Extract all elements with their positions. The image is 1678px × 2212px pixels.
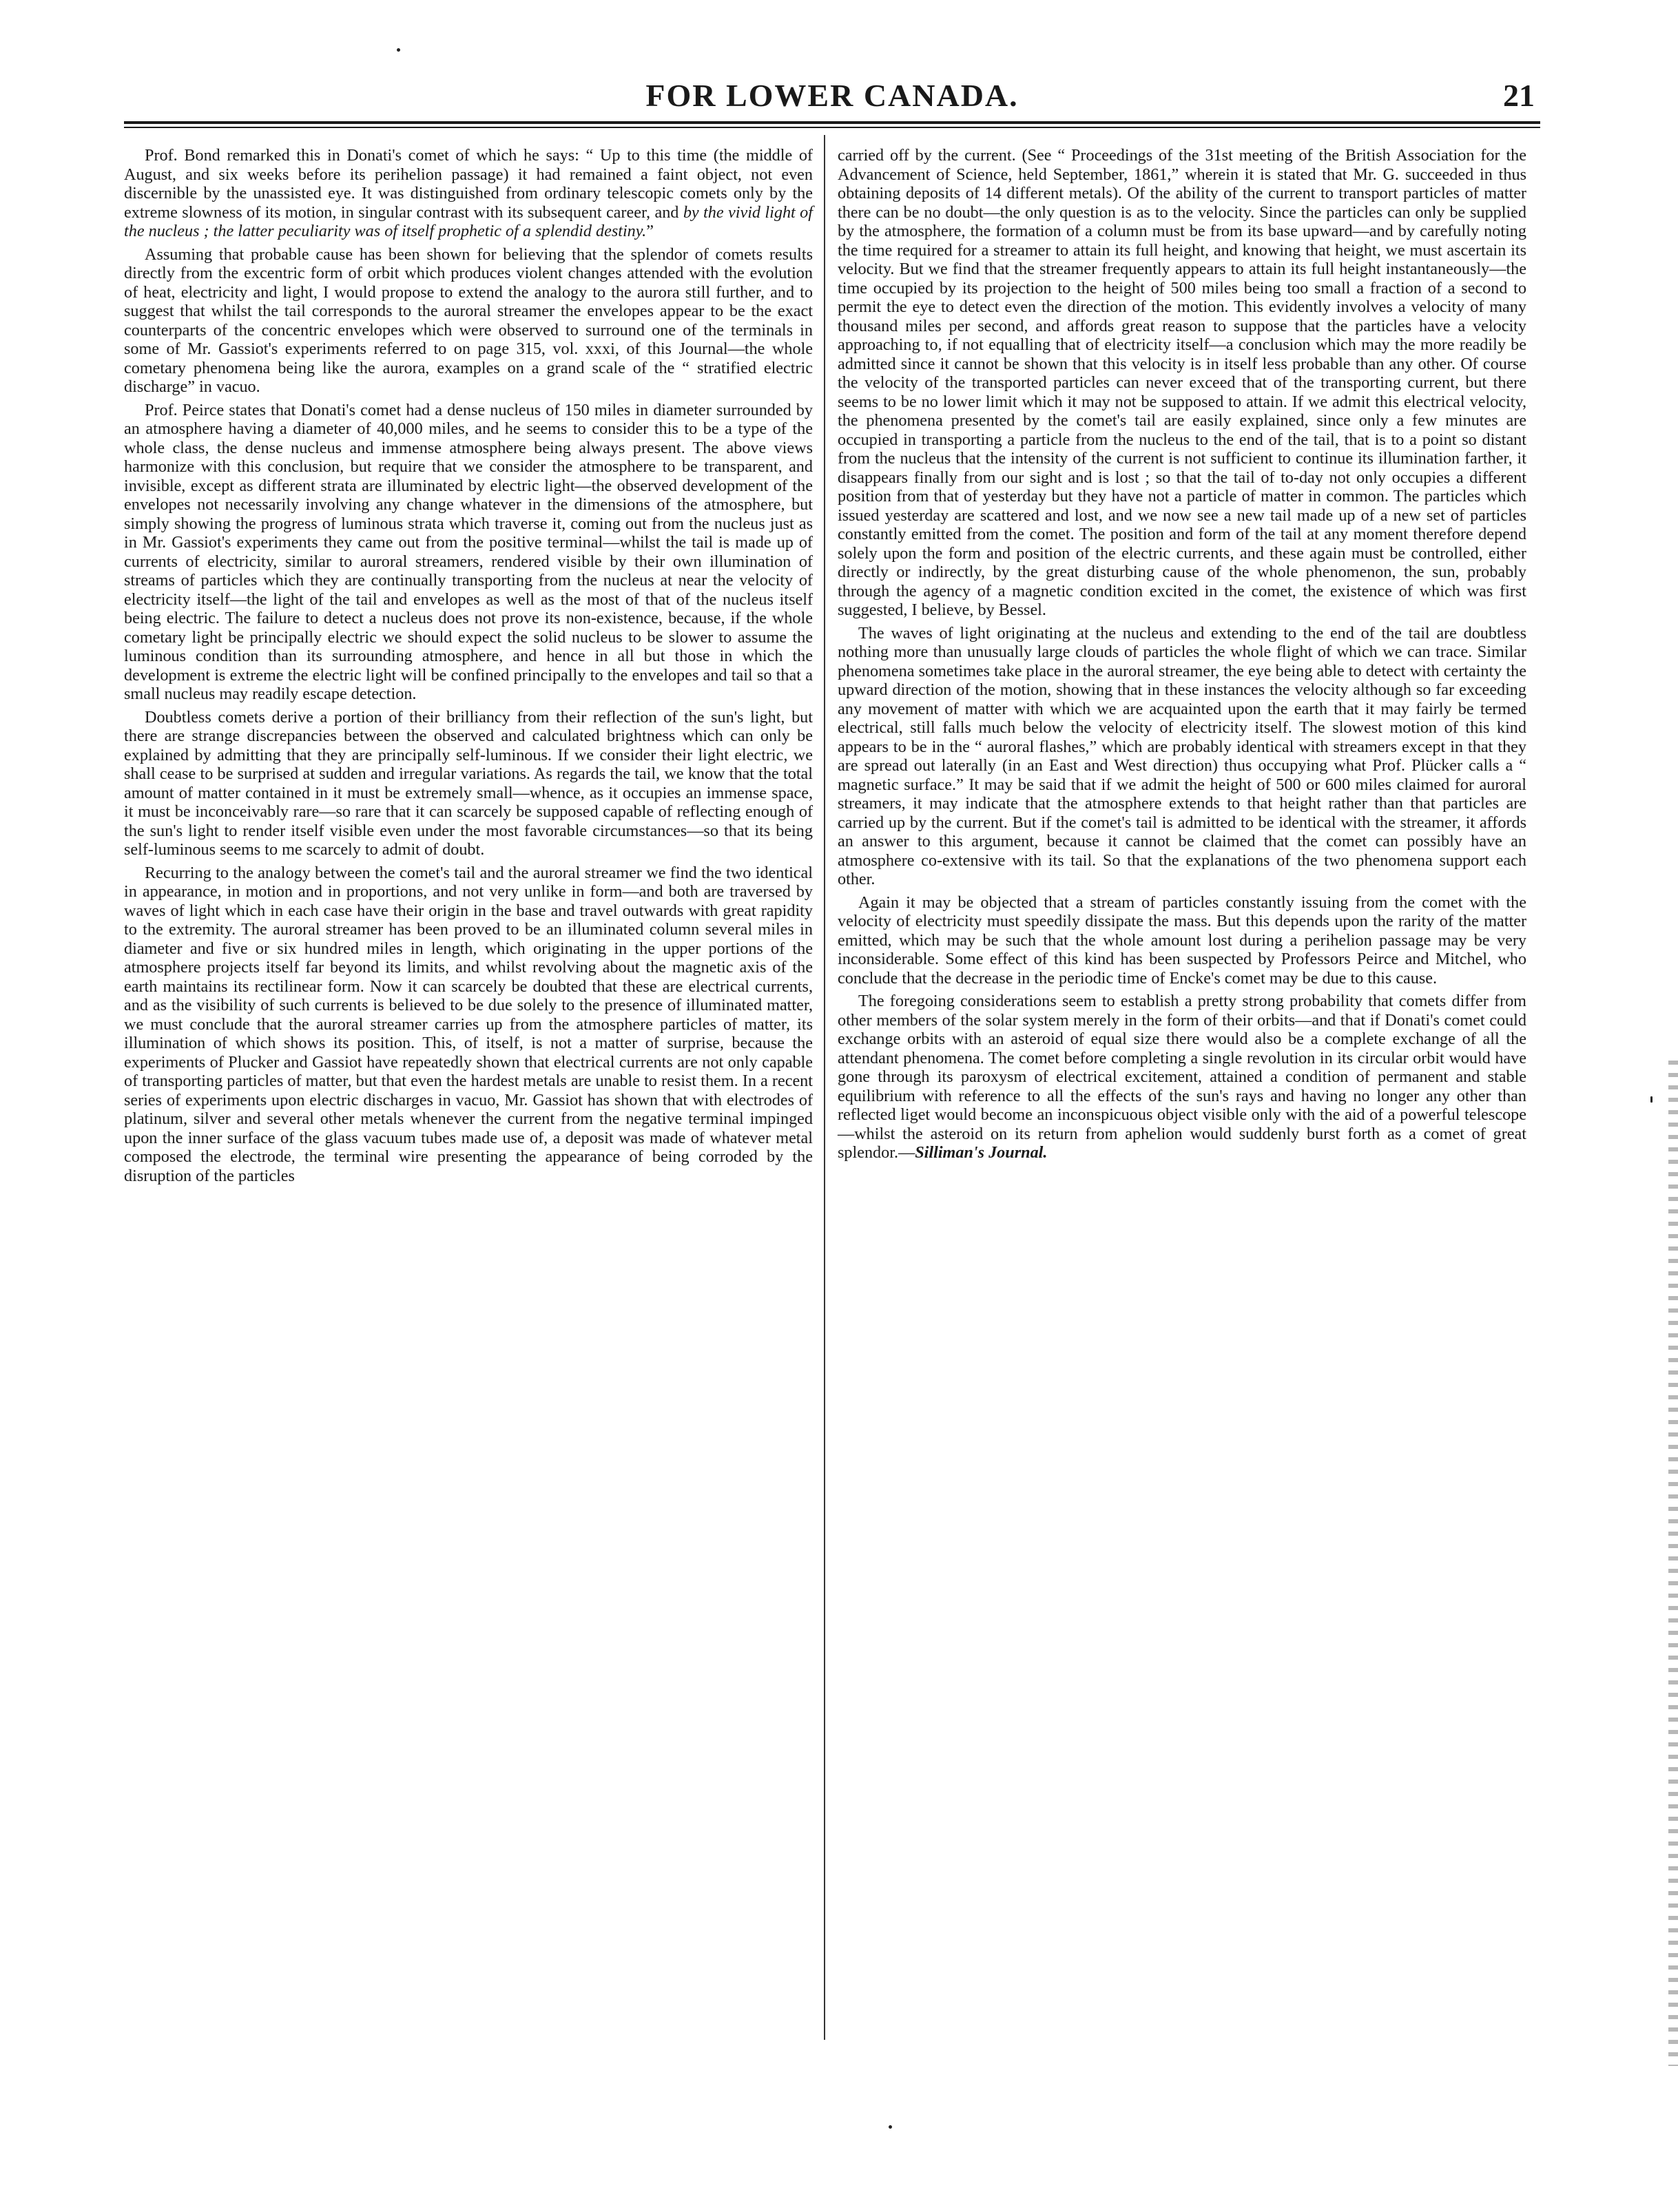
header-rule-thick <box>124 121 1540 124</box>
source-citation: Silliman's Journal. <box>915 1143 1048 1162</box>
left-column <box>124 146 813 1189</box>
paragraph-conclusion <box>838 992 1526 1162</box>
paragraph-objection: Again it may be objected that a stream of particles constantly issuing from the comet with the velocity of electricity must speedily dissipate the mass. But this depends upon the rarity of the matter emitted, which may be such that the whole amount lost during a perihelion passage may be very inconsiderable. Some effect of this kind has been suspected by Professors Peirce and Mitchel, who conclude that the decrease in the periodic time of Encke's comet may be due to this cause. <box>838 893 1526 988</box>
paragraph-carried-off: carried off by the current. (See “ Proceedings of the 31st meeting of the British Association for the Advancement of Science, held September, 1861,” wherein it is stated that Mr. G. succeeded in thus obtaining deposits of 14 different metals). Of the ability of the current to transport particles of matter there can be no doubt—the only question is as to the velocity. Since the particles can only be supplied by the atmosphere, the formation of a column must be from its base upward—and by carefully noting the time required for a streamer to attain its full height, and knowing that height, we must ascertain its velocity. But we find that the streamer frequently appears to attain its full height instantaneously—the time occupied by its projection to the height of 500 miles being too small a fraction of a second to permit the eye to detect even the direction of the motion. This evidently involves a velocity of many thousand miles per second, and affords great reason to suppose that the particles have a velocity approaching to, if not equalling that of electricity itself—a conclusion which may the more readily be admitted since it cannot be shown that this velocity is in itself less probable than any other. Of course the velocity of the transported particles can never exceed that of the transporting current, but there seems to be no lower limit which it may not be supposed to attain. If we admit this electrical velocity, the phenomena presented by the comet's tail are easily explained, since only a few minutes are occupied in transporting a particle from the nucleus to the end of the tail, that is to a point so distant from the nucleus that the intensity of the current is not sufficient to continue its illumination farther, it disappears finally from our sight and is lost ; so that the tail of to-day not only occupies a different position from that of yesterday but they have not a particle of matter in common. The particles which issued yesterday are scattered and lost, and we now see a new tail made up of a new set of particles constantly emitted from the comet. The position and form of the tail at any moment therefore depend solely upon the form and position of the electric currents, and these again must be controlled, either directly or indirectly, by the great disturbing cause of the whole phenomenon, the sun, probably through the agency of a magnetic condition excited in the comet, the existence of which was first suggested, I believe, by Bessel. <box>838 146 1526 619</box>
print-speck-margin <box>1650 1096 1653 1103</box>
page-header <box>124 77 1540 125</box>
bond-quote-text: Prof. Bond remarked this in Donati's comet of which he says: “ Up to this time (the middle of August, and six weeks before its perihelion passage) it had remained a faint object, not even discernible by the unassisted eye. It was distinguished from ordinary telescopic comets only by the extreme slowness of its motion, in singular contrast with its subsequent career, and <box>124 146 813 222</box>
paragraph-assuming: Assuming that probable cause has been shown for believing that the splendor of comets results directly from the excentric form of orbit which produces violent changes attended with the evolution of heat, electricity and light, I would propose to extend the analogy to the aurora still further, and to suggest that whilst the tail corresponds to the auroral streamer the envelopes appear to be the exact counterparts of the concentric envelopes which were observed to surround one of the terminals in some of Mr. Gassiot's experiments referred to on page 315, vol. xxxi, of this Journal—the whole cometary phenomena being like the aurora, examples on a grand scale of the “ stratified electric discharge” in vacuo. <box>124 244 813 396</box>
paragraph-brilliancy: Doubtless comets derive a portion of their brilliancy from their reflection of the sun's light, but there are strange discrepancies between the observed and calculated brightness which can only be explained by admitting that they are principally self-luminous. If we consider their light electric, we shall cease to be surprised at sudden and irregular variations. As regards the tail, we know that the total amount of matter contained in it must be extremely small—whence, as it occupies an immense space, it must be inconceivably rare—so rare that it can scarcely be supposed capable of reflecting enough of the sun's light to render itself visible even under the most favorable circumstances—so that its being self-luminous seems to me scarcely to admit of doubt. <box>124 707 813 859</box>
header-rule-thin <box>124 127 1540 128</box>
page-edge-binding <box>1668 1061 1678 2066</box>
right-column <box>838 146 1526 1167</box>
print-speck-bottom <box>889 2125 892 2129</box>
running-title: FOR LOWER CANADA. <box>645 78 1019 113</box>
bond-quote-italic: by the vivid light of the nucleus ; the latter peculiarity was of itself prophetic of a splendid destiny. <box>124 202 813 240</box>
paragraph-waves-of-light: The waves of light originating at the nucleus and extending to the end of the tail are doubtless nothing more than unusually large clouds of particles the whole flight of which we can trace. Similar phenomena sometimes take place in the auroral streamer, the eye being able to detect with certainty the upward direction of the motion, showing that in these instances the velocity although so far exceeding any movement of matter with which we are acquainted upon the earth that it may fairly be termed electrical, still falls much below the velocity of electricity itself. The slowest motion of this kind appears to be in the “ auroral flashes,” which are probably identical with streamers except in that they are spread out laterally (in an East and West direction) thus occupying what Prof. Plücker calls a “ magnetic surface.” It may be said that if we admit the height of 500 or 600 miles claimed for auroral streamers, it may indicate that the atmosphere extends to that height rather than that particles are carried up by the current. But if the comet's tail is admitted to be identical with the streamer, it affords an answer to this argument, because it cannot be claimed that the comet can possibly have an atmosphere co-extensive with its tail. So that the explanations of the two phenomena support each other. <box>838 623 1526 888</box>
bond-quote-close: ” <box>646 222 654 240</box>
paragraph-bond-quote <box>124 146 813 241</box>
paragraph-recurring: Recurring to the analogy between the comet's tail and the auroral streamer we find the two identical in appearance, in motion and in proportions, and not very unlike in form—and both are traversed by waves of light which in each case have their origin in the base and travel outwards with great rapidity to the extremity. The auroral streamer has been proved to be an illuminated column several miles in diameter and five or six hundred miles in length, which originating in the upper portions of the atmosphere projects itself far beyond its limits, and whilst revolving about the magnetic axis of the earth maintains its rectilinear form. Now it can scarcely be doubted that these are electrical currents, and as the visibility of such currents is believed to be due solely to the presence of illuminated matter, we must conclude that the auroral streamer carries up from the atmosphere particles of matter, its illumination of which shows its position. This, of itself, is not a matter of surprise, because the experiments of Plucker and Gassiot have repeatedly shown that electrical currents are not only capable of transporting particles of matter, but that even the hardest metals are unable to resist them. In a recent series of experiments upon electric discharges in vacuo, Mr. Gassiot has shown that with electrodes of platinum, silver and several other metals whenever the current from the negative terminal impinged upon the inner surface of the glass vacuum tubes made use of, a deposit was made of whatever metal composed the electrode, the terminal wire presenting the appearance of being corroded by the disruption of the particles <box>124 863 813 1185</box>
page-number: 21 <box>1503 78 1535 113</box>
paragraph-peirce: Prof. Peirce states that Donati's comet had a dense nucleus of 150 miles in diameter surrounded by an atmosphere having a diameter of 40,000 miles, and he seems to consider this to be a type of the whole class, the dense nucleus and immense atmosphere being always present. The above views harmonize with this conclusion, but require that we consider the atmosphere to be transparent, and invisible, except as different strata are illuminated by electric light—the observed development of the envelopes not necessarily involving any change whatever in the dimensions of the atmosphere, but simply showing the progress of luminous strata which traverse it, coming out from the nucleus just as in Mr. Gassiot's experiments they came out from the positive terminal—whilst the tail is made up of currents of electricity, similar to auroral streamers, rendered visible by their own illumination of streams of particles which they are continually transporting from the nucleus at near the velocity of electricity itself—the light of the tail and envelopes as well as the most of that of the nucleus itself being electric. The failure to detect a nucleus does not prove its non-existence, because, if the whole cometary light be principally electric we should expect the solid nucleus to be slower to assume the luminous condition than its surrounding atmosphere, and hence in all but those in which the development is extreme the electric light will be confined principally to the envelopes and tail so that a small nucleus may readily escape detection. <box>124 400 813 703</box>
conclusion-text: The foregoing considerations seem to establish a pretty strong probability that comets differ from other members of the solar system merely in the form of their orbits—and that if Donati's comet could exchange orbits with an asteroid of equal size there would also be a complete exchange of all the attendant phenomena. The comet before completing a single revolution in its circular orbit would have gone through its paroxysm of electrical excitement, attained a condition of permanent and stable equilibrium with reference to all the effects of the sun's rays and having no longer any other than reflected liget would become an inconspicuous object visible only with the aid of a powerful telescope—whilst the asteroid on its return from aphelion would suddenly burst forth as a comet of great splendor.— <box>838 992 1526 1162</box>
print-speck-top <box>397 48 400 52</box>
column-divider <box>824 135 825 2040</box>
